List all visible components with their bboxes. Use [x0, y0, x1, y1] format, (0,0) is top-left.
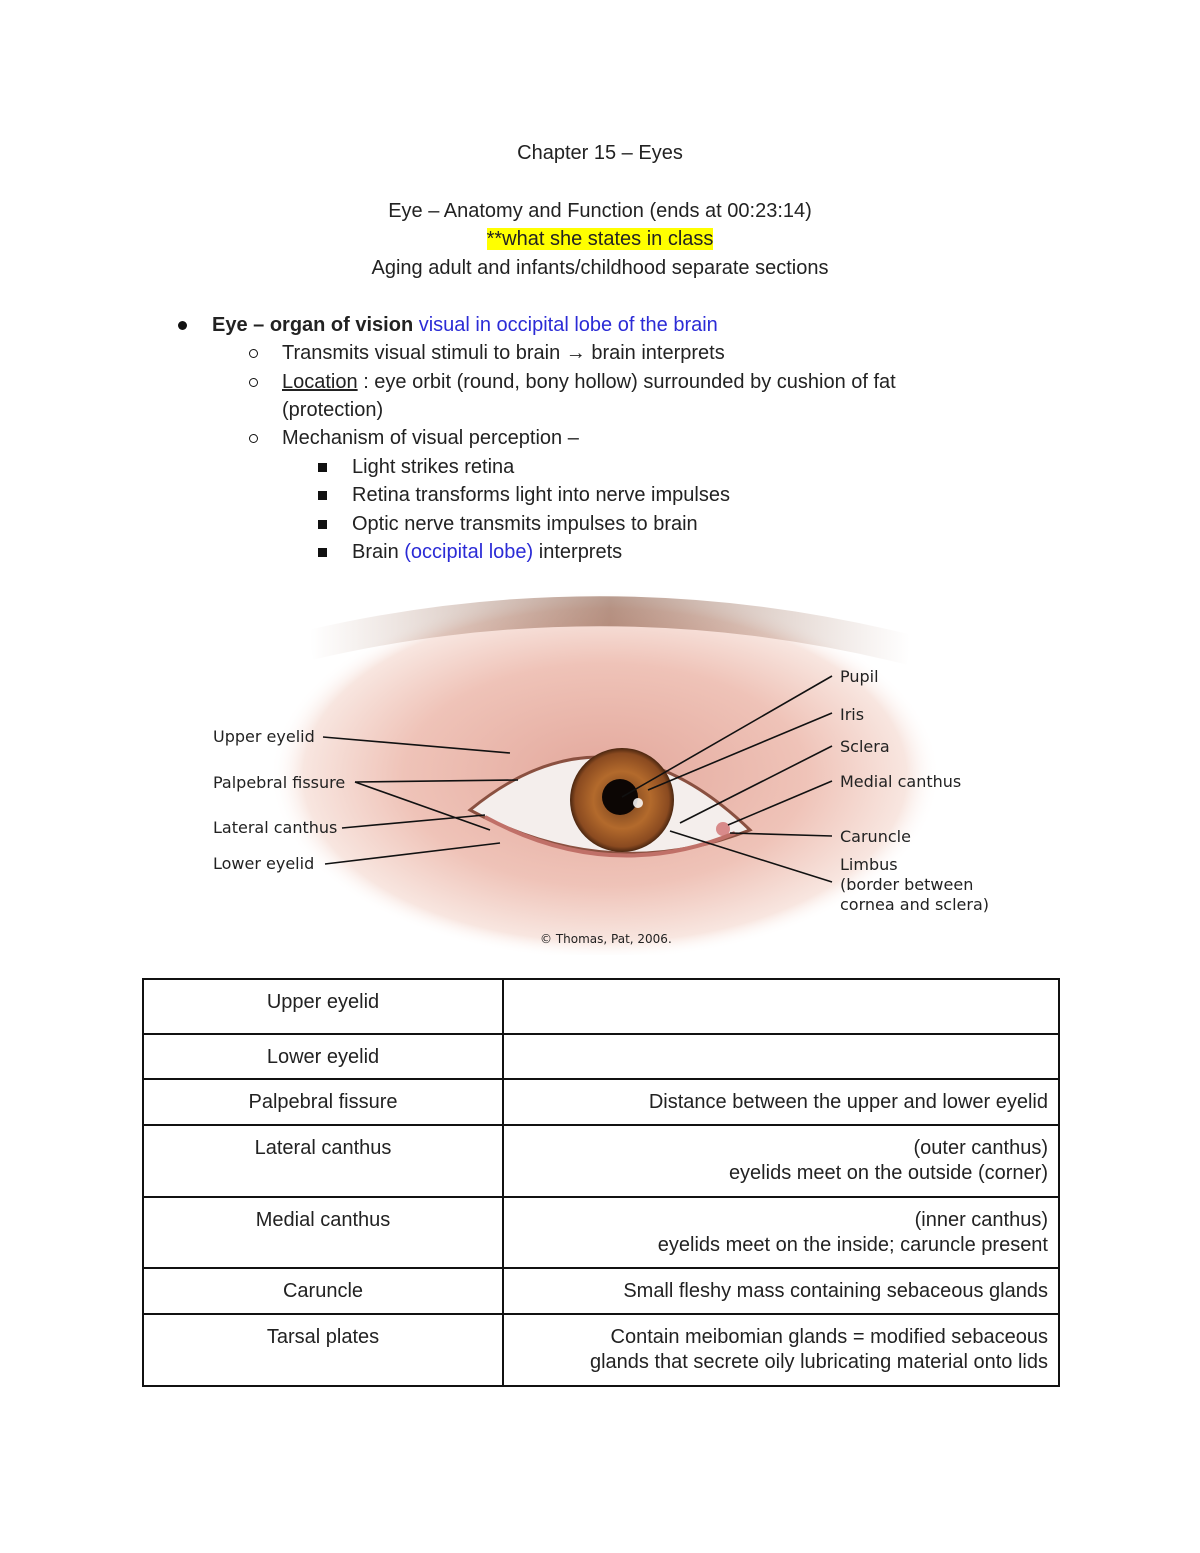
definition-cell: Distance between the upper and lower eyelid	[503, 1079, 1059, 1125]
highlight-note-line	[0, 228, 1200, 251]
term-cell: Caruncle	[143, 1268, 503, 1314]
bullet-square-icon	[318, 520, 327, 529]
label-limbus-desc-2: cornea and sclera)	[840, 895, 989, 914]
label-lower-eyelid: Lower eyelid	[213, 854, 315, 873]
label-limbus-desc-1: (border between	[840, 875, 974, 894]
definition-cell	[503, 979, 1059, 1034]
brain-note: (occipital lobe)	[404, 541, 534, 563]
section-subtitle: Eye – Anatomy and Function (ends at 00:23:14)	[388, 200, 812, 222]
eye-note: visual in occipital lobe of the brain	[418, 314, 718, 336]
outline-transmits: Transmits visual stimuli to brain → brain interprets	[282, 342, 725, 364]
step-brain: Brain	[352, 541, 399, 563]
table-row	[143, 1125, 1059, 1197]
table-row	[143, 979, 1059, 1034]
location-text: : eye orbit (round, bony hollow) surrounded by cushion of fat	[363, 371, 896, 393]
sections-note: Aging adult and infants/childhood separate sections	[371, 257, 829, 279]
step-item: Optic nerve transmits impulses to brain	[352, 513, 698, 535]
definition-cell: Contain meibomian glands = modified sebaceous glands that secrete oily lubricating material onto lids	[503, 1314, 1059, 1386]
pupil-highlight	[633, 798, 643, 808]
bullet-dot-icon	[178, 321, 187, 330]
outline-eye-line	[212, 311, 718, 339]
definition-cell	[503, 1034, 1059, 1079]
step-item: Light strikes retina	[352, 456, 515, 478]
table-row	[143, 1197, 1059, 1268]
outline-location	[282, 368, 896, 396]
label-palpebral-fissure: Palpebral fissure	[213, 773, 346, 792]
figure-credit: © Thomas, Pat, 2006.	[540, 932, 672, 946]
label-limbus: Limbus	[840, 855, 898, 874]
step-item-brain	[352, 538, 622, 566]
label-lateral-canthus: Lateral canthus	[213, 818, 338, 837]
eye-label: Eye – organ of vision	[212, 314, 414, 336]
definition-cell: (inner canthus) eyelids meet on the inside; caruncle present	[503, 1197, 1059, 1268]
label-sclera: Sclera	[840, 737, 890, 756]
step-item: Retina transforms light into nerve impulses	[352, 484, 730, 506]
label-medial-canthus: Medial canthus	[840, 772, 962, 791]
outline-location-cont: (protection)	[282, 399, 384, 421]
eye-anatomy-figure	[190, 585, 1010, 955]
bullet-square-icon	[318, 491, 327, 500]
term-cell: Lateral canthus	[143, 1125, 503, 1197]
pupil	[602, 779, 638, 815]
page-title: Chapter 15 – Eyes	[517, 142, 683, 164]
outline-mechanism: Mechanism of visual perception –	[282, 427, 579, 449]
label-upper-eyelid: Upper eyelid	[213, 727, 315, 746]
location-label: Location	[282, 371, 358, 393]
definition-cell: (outer canthus) eyelids meet on the outside (corner)	[503, 1125, 1059, 1197]
table-row	[143, 1079, 1059, 1125]
highlight-note: **what she states in class	[486, 228, 714, 250]
bullet-square-icon	[318, 548, 327, 557]
term-cell: Tarsal plates	[143, 1314, 503, 1386]
definition-cell: Small fleshy mass containing sebaceous glands	[503, 1268, 1059, 1314]
eye-terms-table	[142, 978, 1060, 1387]
label-pupil: Pupil	[840, 667, 879, 686]
label-iris: Iris	[840, 705, 865, 724]
term-cell: Palpebral fissure	[143, 1079, 503, 1125]
table-row	[143, 1034, 1059, 1079]
table-row	[143, 1314, 1059, 1386]
bullet-circle-icon	[249, 434, 258, 443]
table-row	[143, 1268, 1059, 1314]
label-caruncle: Caruncle	[840, 827, 911, 846]
bullet-square-icon	[318, 463, 327, 472]
term-cell: Upper eyelid	[143, 979, 503, 1034]
term-cell: Medial canthus	[143, 1197, 503, 1268]
term-cell: Lower eyelid	[143, 1034, 503, 1079]
bullet-circle-icon	[249, 378, 258, 387]
bullet-circle-icon	[249, 349, 258, 358]
brain-end: interprets	[538, 541, 623, 563]
